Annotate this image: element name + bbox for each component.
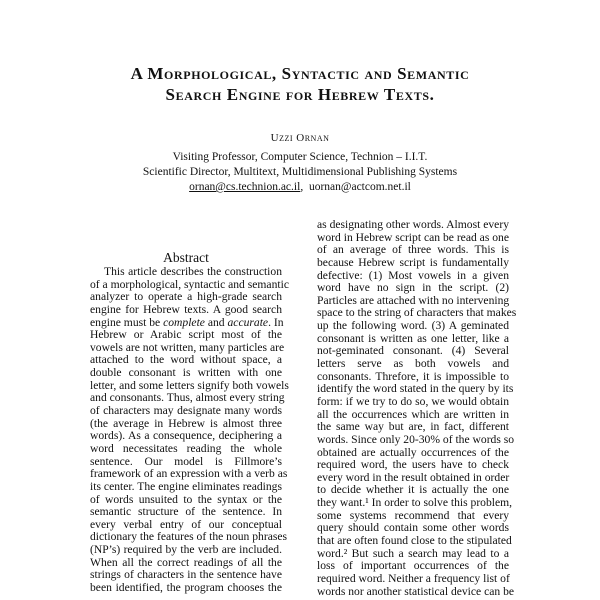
text-line: of characters may designate many words xyxy=(90,404,282,418)
text-line: obtained are actually occurrences of the xyxy=(317,445,509,459)
text-line: attached to the word without space, a xyxy=(90,353,282,367)
text-line: Hebrew or Arabic script most of the xyxy=(90,328,282,342)
text-line: (the average in Hebrew is almost three xyxy=(90,416,282,430)
text-line: vowels are not written, many particles are xyxy=(90,340,285,354)
text-line: loss of important occurrences of the xyxy=(317,559,509,573)
text-line: This article describes the construction xyxy=(104,265,282,278)
right-column-body xyxy=(317,218,517,598)
author-name: Uzzi Ornan xyxy=(270,132,330,144)
affiliation-line-1: Visiting Professor, Computer Science, Technion – I.I.T. xyxy=(172,151,428,163)
affiliation-line-2: Scientific Director, Multitext, Multidimensional Publishing Systems xyxy=(142,166,458,178)
text-line: query should contain some other words xyxy=(317,521,509,535)
text-line: letters serve as both vowels and xyxy=(317,357,509,371)
text-line: required word. Neither a frequency list of xyxy=(317,571,510,585)
text-line: every verbal entry of our conceptual xyxy=(90,517,282,531)
text-line: words. Since only 20-30% of the words so xyxy=(317,432,515,446)
text-line: engine must be complete and accurate. In xyxy=(90,315,284,329)
text-line: (NP’s) required by the verb are included. xyxy=(90,543,282,557)
text-line: form: if we try to do so, we would obtain xyxy=(317,394,509,408)
text-line: semantic structure of the sentence. In xyxy=(90,505,282,519)
email-line xyxy=(0,181,600,193)
text-line: double consonant is written with one xyxy=(90,366,282,380)
text-line: some systems recommend that every xyxy=(317,508,509,522)
email-actcom: uornan@actcom.net.il xyxy=(308,181,411,193)
text-line: consonants. Threfore, it is impossible to xyxy=(317,369,509,383)
text-line: strings of characters in the sentence have xyxy=(90,568,282,582)
text-line: the same way but are, in fact, different xyxy=(317,420,509,434)
text-line: word in Hebrew script can be read as one xyxy=(317,230,509,244)
text-line: sentence. Our model is Fillmore’s xyxy=(90,454,282,468)
text-line: of a morphological, syntactic and semantic xyxy=(90,277,289,291)
text-line: identify the word stated in the query by its xyxy=(317,382,514,396)
text-line: word necessitates reading the whole xyxy=(90,441,282,455)
email-link-technion[interactable]: ornan@cs.technion.ac.il xyxy=(189,181,301,193)
paper-title-line-1: A Morphological, Syntactic and Semantic xyxy=(130,64,470,83)
email-separator: , xyxy=(300,181,304,193)
text-line: because Hebrew script is fundamentally xyxy=(317,255,509,269)
text-line: framework of an expression with a verb as xyxy=(90,467,288,481)
text-line: consonant is written as one letter, like a xyxy=(317,331,509,345)
text-line: When all the correct readings of all the xyxy=(90,555,282,569)
text-line: of words unsuited to the syntax or the xyxy=(90,492,282,506)
text-line: and consonants. Thus, almost every string xyxy=(90,391,285,405)
abstract-body xyxy=(90,265,289,595)
text-line: every word in the result obtained in order xyxy=(317,470,510,484)
text-line: as designating other words. Almost every xyxy=(317,218,509,231)
text-line: word.² But such a search may lead to a xyxy=(317,546,509,560)
text-line: dictionary the features of the noun phrases xyxy=(90,530,288,544)
text-line: words nor another statistical device can be xyxy=(317,584,515,598)
text-line: they want.¹ In order to solve this problem, xyxy=(317,496,513,510)
text-line: Particles are attached with no intervening xyxy=(317,293,510,307)
text-line: word have no sign in the script. (2) xyxy=(317,281,509,295)
text-line: required word, the users have to check xyxy=(317,458,509,472)
text-line: words). As a consequence, deciphering a xyxy=(90,429,282,443)
text-line: up the following word. (3) A geminated xyxy=(317,319,509,333)
text-line: space to the string of characters that makes xyxy=(317,306,517,320)
text-line: to decide whether it is actually the one xyxy=(317,483,509,497)
text-line: of an average of three words. This is xyxy=(317,243,509,257)
text-line: defective: (1) Most vowels in a given xyxy=(317,268,509,282)
text-line: its center. The engine eliminates readings xyxy=(90,479,282,493)
text-line: been identified, the program chooses the xyxy=(90,581,282,595)
text-line: analyzer to operate a high-grade search xyxy=(90,290,282,304)
paper-title-line-2: Search Engine for Hebrew Texts. xyxy=(165,85,435,104)
abstract-heading: Abstract xyxy=(163,250,209,265)
text-line: engine for Hebrew texts. A good search xyxy=(90,302,282,316)
text-line: letter, and some letters signify both vowels xyxy=(90,378,289,392)
text-line: not-geminated consonant. (4) Several xyxy=(317,344,509,358)
text-line: all the occurrences which are written in xyxy=(317,407,509,421)
text-line: that are often found close to the stipulated xyxy=(317,534,512,548)
